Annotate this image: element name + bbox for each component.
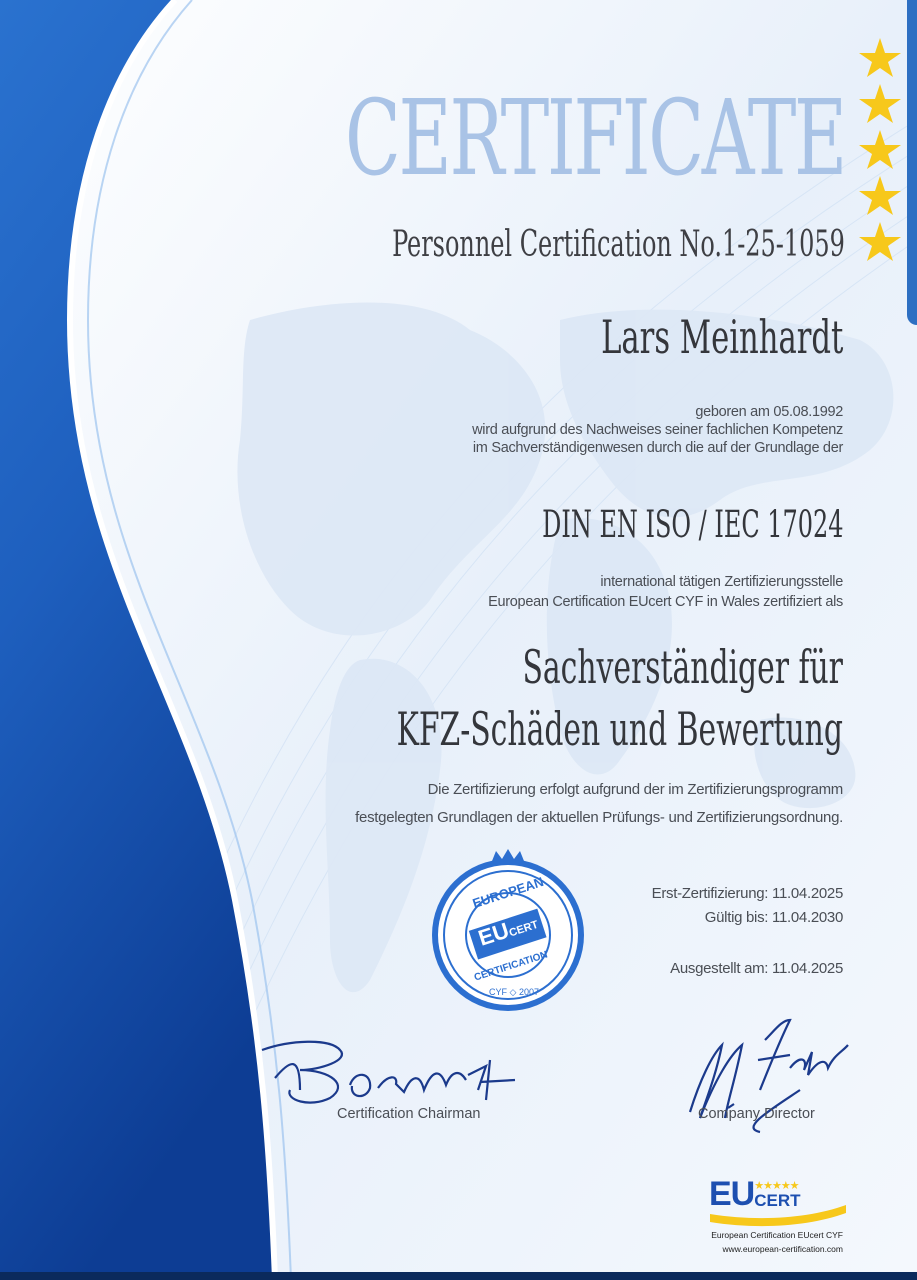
certification-number: Personnel Certification No.1-25-1059 <box>392 224 845 265</box>
seal-top-text: EUROPEAN <box>470 873 546 912</box>
seal-text <box>432 859 584 1011</box>
right-edge-tab <box>907 0 917 325</box>
first-certification-date: Erst-Zertifizierung: 11.04.2025 <box>651 885 843 902</box>
logo-sub: CERT <box>754 1191 801 1210</box>
basis-line-2: festgelegten Grundlagen der aktuellen Prüfungs- und Zertifizierungsordnung. <box>355 809 843 826</box>
director-caption: Company Director <box>698 1106 815 1122</box>
body-line-1: international tätigen Zertifizierungsstelle <box>600 574 843 590</box>
seal-footer-left: CYF <box>489 987 508 997</box>
footer-website[interactable]: www.european-certification.com <box>722 1244 843 1254</box>
footer-company: European Certification EUcert CYF <box>711 1230 843 1240</box>
role-line-2: KFZ-Schäden und Bewertung <box>396 702 843 756</box>
eucert-logo <box>709 1175 801 1214</box>
intro-line-1: geboren am 05.08.1992 <box>695 404 843 420</box>
body-text <box>488 570 843 614</box>
certificate-title: CERTIFICATE <box>345 77 845 199</box>
body-line-2: European Certification EUcert CYF in Wales zertifiziert als <box>488 594 843 610</box>
role-line-1: Sachverständiger für <box>522 640 843 694</box>
intro-line-3: im Sachverständigenwesen durch die auf der Grundlage der <box>472 440 843 456</box>
standard-name: DIN EN ISO / IEC 17024 <box>541 503 843 546</box>
logo-main: EU <box>709 1175 755 1213</box>
logo-stars-icon: ★★★★★ <box>754 1180 799 1192</box>
basis-text <box>355 776 843 832</box>
certified-role <box>397 636 843 760</box>
basis-line-1: Die Zertifizierung erfolgt aufgrund der im Zertifizierungsprogramm <box>427 781 843 798</box>
valid-until-date: Gültig bis: 11.04.2030 <box>704 909 843 926</box>
seal-footer-right: 2007 <box>518 987 539 997</box>
seal-bottom-text: CERTIFICATION <box>472 949 550 984</box>
holder-name: Lars Meinhardt <box>600 310 843 364</box>
chairman-caption: Certification Chairman <box>337 1106 481 1122</box>
issued-date: Ausgestellt am: 11.04.2025 <box>670 960 843 977</box>
intro-line-2: wird aufgrund des Nachweises seiner fachlichen Kompetenz <box>472 422 843 438</box>
seal-center <box>470 908 545 951</box>
intro-text <box>472 400 843 460</box>
seal-center-text: EU <box>475 917 512 951</box>
certification-dates <box>652 882 843 930</box>
seal-center-sub: CERT <box>507 918 540 940</box>
seal-footer: CYF ◇ 2007 <box>489 987 539 997</box>
